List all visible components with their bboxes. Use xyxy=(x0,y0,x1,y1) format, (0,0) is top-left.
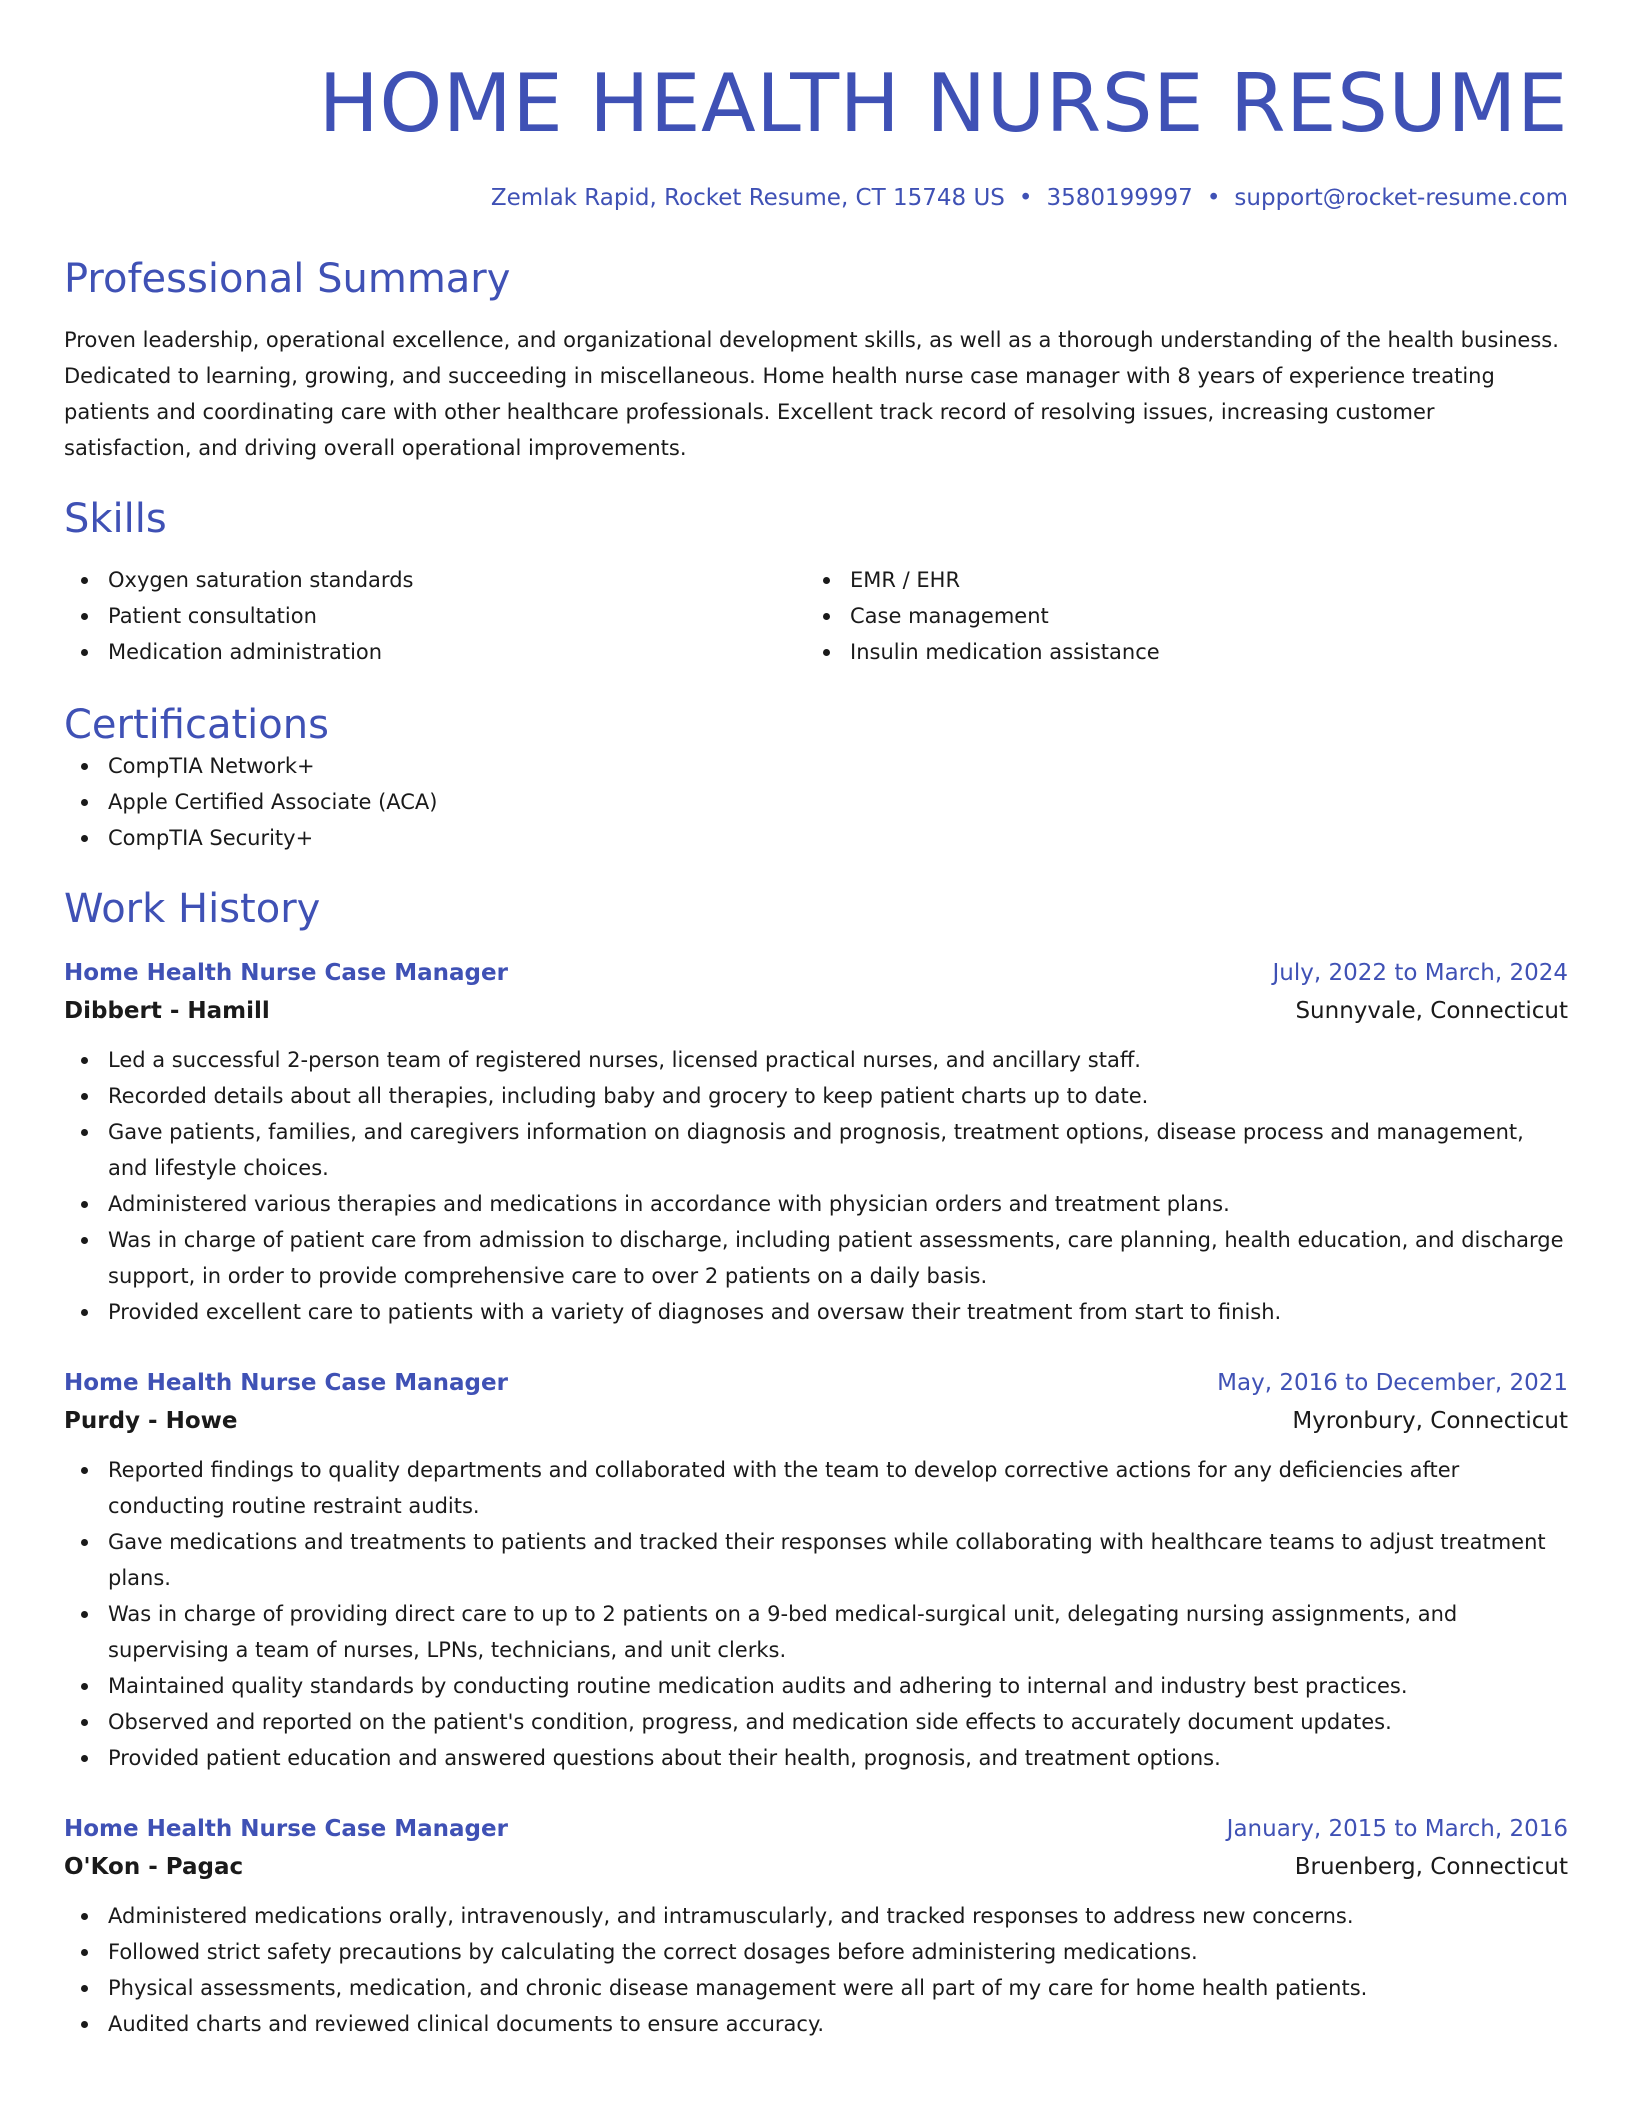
contact-line xyxy=(64,184,1568,212)
skills-column-left xyxy=(64,562,806,670)
contact-email: support@rocket-resume.com xyxy=(1234,185,1568,211)
certification-item: CompTIA Security+ xyxy=(64,820,1568,856)
skill-item: Medication administration xyxy=(64,634,806,670)
job-header xyxy=(64,1812,1568,1846)
job-dates: May, 2016 to December, 2021 xyxy=(1217,1370,1568,1396)
job-bullet: Recorded details about all therapies, including baby and grocery to keep patient charts up to date. xyxy=(64,1078,1568,1114)
job-dates: January, 2015 to March, 2016 xyxy=(1226,1816,1568,1842)
skill-item: Oxygen saturation standards xyxy=(64,562,806,598)
job-location: Bruenberg, Connecticut xyxy=(1294,1854,1568,1880)
job-bullet: Audited charts and reviewed clinical documents to ensure accuracy. xyxy=(64,2006,1568,2042)
job-subheader xyxy=(64,1400,1568,1442)
job-bullet: Followed strict safety precautions by calculating the correct dosages before administering medications. xyxy=(64,1934,1568,1970)
job-bullet: Was in charge of providing direct care to up to 2 patients on a 9-bed medical-surgical unit, delegating nursing assignments, and supervising a team of nurses, LPNs, technicians, and unit clerks. xyxy=(64,1596,1568,1668)
job-header xyxy=(64,1366,1568,1400)
separator-dot: • xyxy=(1018,185,1033,211)
certification-item: Apple Certified Associate (ACA) xyxy=(64,784,1568,820)
job-company: Dibbert - Hamill xyxy=(64,998,270,1024)
job-title: Home Health Nurse Case Manager xyxy=(64,960,508,986)
summary-text: Proven leadership, operational excellence, and organizational development skills, as well as a thorough understanding of the health business. Dedicated to learning, growing, and succeeding in miscellaneous. Home health nurse case manager with 8 years of experience treating patients and coordinating care with other healthcare professionals. Excellent track record of resolving issues, increasing customer satisfaction, and driving overall operational improvements. xyxy=(64,328,1559,460)
separator-dot: • xyxy=(1206,185,1221,211)
skills-list xyxy=(64,562,1568,670)
job-bullet: Provided patient education and answered questions about their health, prognosis, and treatment options. xyxy=(64,1740,1568,1776)
resume-page xyxy=(64,0,1568,2042)
certification-item: CompTIA Network+ xyxy=(64,748,1568,784)
job-bullet: Led a successful 2-person team of registered nurses, licensed practical nurses, and ancillary staff. xyxy=(64,1042,1568,1078)
job-bullet: Administered various therapies and medications in accordance with physician orders and treatment plans. xyxy=(64,1186,1568,1222)
job-bullets xyxy=(64,1898,1568,2042)
job-company: O'Kon - Pagac xyxy=(64,1854,244,1880)
job-company: Purdy - Howe xyxy=(64,1408,238,1434)
job-entry xyxy=(64,956,1568,1330)
skill-item: EMR / EHR xyxy=(806,562,1548,598)
skill-item: Patient consultation xyxy=(64,598,806,634)
contact-address: Zemlak Rapid, Rocket Resume, CT 15748 US xyxy=(490,185,1005,211)
job-entry xyxy=(64,1812,1568,2042)
job-subheader xyxy=(64,990,1568,1032)
job-location: Myronbury, Connecticut xyxy=(1292,1408,1568,1434)
job-entry xyxy=(64,1366,1568,1776)
job-title: Home Health Nurse Case Manager xyxy=(64,1816,508,1842)
work-history-heading: Work History xyxy=(64,886,321,932)
skills-heading: Skills xyxy=(64,496,167,542)
certifications-heading: Certifications xyxy=(64,702,329,748)
job-header xyxy=(64,956,1568,990)
job-bullet: Provided excellent care to patients with a variety of diagnoses and oversaw their treatment from start to finish. xyxy=(64,1294,1568,1330)
job-bullet: Was in charge of patient care from admission to discharge, including patient assessments, care planning, health education, and discharge support, in order to provide comprehensive care to over 2 patients on a daily basis. xyxy=(64,1222,1568,1294)
job-bullet: Administered medications orally, intravenously, and intramuscularly, and tracked responses to address new concerns. xyxy=(64,1898,1568,1934)
skill-item: Case management xyxy=(806,598,1548,634)
resume-title: HOME HEALTH NURSE RESUME xyxy=(318,57,1568,150)
contact-phone: 3580199997 xyxy=(1046,185,1193,211)
job-bullet: Gave medications and treatments to patients and tracked their responses while collaborating with healthcare teams to adjust treatment plans. xyxy=(64,1524,1568,1596)
job-dates: July, 2022 to March, 2024 xyxy=(1272,960,1568,986)
job-bullet: Observed and reported on the patient's condition, progress, and medication side effects to accurately document updates. xyxy=(64,1704,1568,1740)
job-bullets xyxy=(64,1042,1568,1330)
job-bullet: Reported findings to quality departments and collaborated with the team to develop corrective actions for any deficiencies after conducting routine restraint audits. xyxy=(64,1452,1568,1524)
job-bullet: Physical assessments, medication, and chronic disease management were all part of my care for home health patients. xyxy=(64,1970,1568,2006)
skills-column-right xyxy=(806,562,1548,670)
job-location: Sunnyvale, Connecticut xyxy=(1295,998,1568,1024)
job-subheader xyxy=(64,1846,1568,1888)
job-title: Home Health Nurse Case Manager xyxy=(64,1370,508,1396)
job-bullets xyxy=(64,1452,1568,1776)
job-bullet: Gave patients, families, and caregivers information on diagnosis and prognosis, treatment options, disease process and management, and lifestyle choices. xyxy=(64,1114,1568,1186)
skill-item: Insulin medication assistance xyxy=(806,634,1548,670)
job-bullet: Maintained quality standards by conducting routine medication audits and adhering to internal and industry best practices. xyxy=(64,1668,1568,1704)
summary-heading: Professional Summary xyxy=(64,256,511,302)
certifications-list xyxy=(64,748,1568,856)
